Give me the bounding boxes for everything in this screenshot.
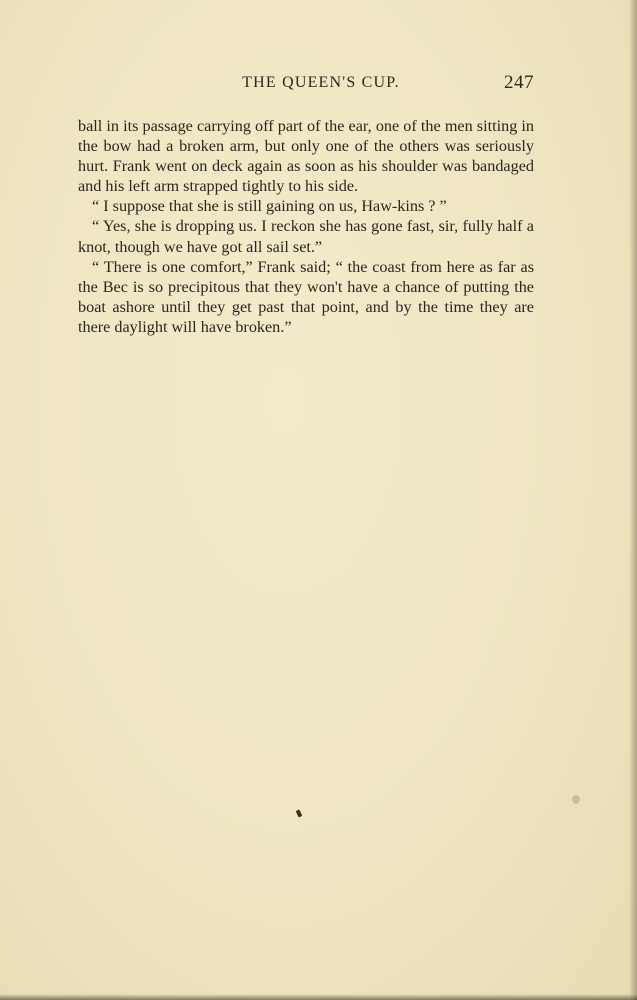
running-head <box>78 74 534 100</box>
paragraph-4: “ There is one comfort,” Frank said; “ the coast from here as far as the Bec is so precipitous that they won't have a chance of putting the boat ashore until they get past that point, and by the time they are there daylight will have broken.” <box>78 257 534 336</box>
page-number: 247 <box>504 72 534 93</box>
paragraph-1: ball in its passage carrying off part of the ear, one of the men sitting in the bow had a broken arm, but only one of the others was seriously hurt. Frank went on deck again as soon as his shoulder was bandaged and his left arm strapped tightly to his side. <box>78 117 534 196</box>
paragraph-3: “ Yes, she is dropping us. I reckon she has gone fast, sir, fully half a knot, though we have got all sail set.” <box>78 217 534 256</box>
ink-speck <box>296 809 303 817</box>
page-edge-bottom <box>0 994 637 1000</box>
body-text <box>78 116 534 337</box>
running-title: THE QUEEN'S CUP. <box>242 74 400 91</box>
paragraph-2: “ I suppose that she is still gaining on us, Haw-kins ? ” <box>92 197 447 216</box>
page-edge-right <box>629 0 637 1000</box>
paper-blot <box>572 795 580 804</box>
